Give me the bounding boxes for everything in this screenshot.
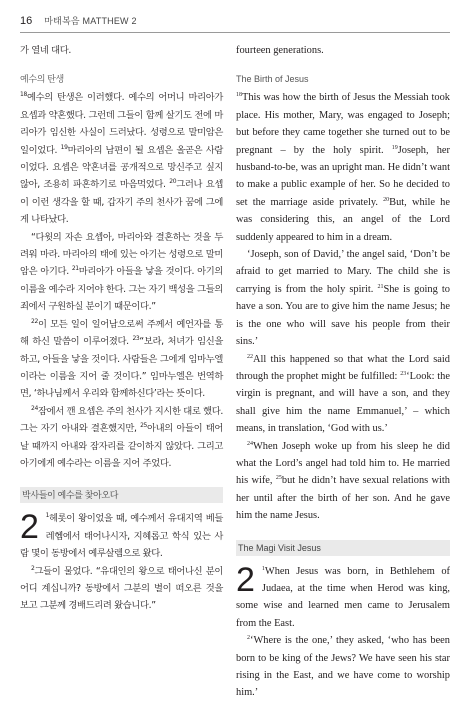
ko-verse-21-number: 21 [71, 265, 79, 273]
ko-verse-20-number: 20 [169, 178, 177, 186]
en-chapter-2-verse-2-number: 2 [247, 635, 250, 642]
ko-chapter-2-verse-2-number: 2 [31, 564, 35, 572]
ko-verse-22-number: 22 [31, 317, 38, 325]
en-verse-23-number: 23 [400, 370, 407, 377]
en-paragraph-18-20 [236, 89, 450, 246]
en-chapter-2-verse-1: When Jesus was born, in Bethlehem of Judaea, at the time when Herod was king, some wise and learned men came to Jerusalem from the East. [236, 565, 450, 629]
page-number: 16 [20, 15, 33, 27]
en-verse-20-quote: ‘Joseph, son of David,’ the angel said, ‘Don’t be afraid to get married to Mary. The child she is carrying is from the holy spirit. [236, 249, 450, 295]
ko-chapter-2-paragraph-1 [20, 510, 223, 562]
en-verse-25: but he didn’t have sexual relations with her until after the birth of her son. And he gave him the name Jesus. [236, 475, 450, 522]
ko-paragraph-22-23 [20, 316, 223, 403]
en-paragraph-24-25 [236, 438, 450, 525]
en-verse-24-number: 24 [247, 440, 253, 447]
en-carryover-line: fourteen generations. [236, 45, 324, 56]
en-verse-22: All this happened so that what the Lord said through the prophet might be fulfilled: [236, 353, 450, 382]
page-header [20, 14, 137, 30]
en-verse-24: When Joseph woke up from his sleep he did what the Lord’s angel had told him to. He married his wife, [236, 440, 450, 487]
running-head: 마태복음 MATTHEW 2 [44, 16, 137, 26]
ko-paragraph-angel-speech [20, 229, 223, 316]
en-paragraph-22-23 [236, 351, 450, 438]
en-section-heading-birth: The Birth of Jesus [236, 74, 309, 85]
ko-verse-21: 마리아가 아들을 낳을 것이다. 아기의 이름을 예수라 지어야 한다. 그는 자기 백성을 그들의 죄에서 구원하실 분이기 때문이다.” [20, 266, 223, 313]
ko-chapter-2-verse-1-number: 1 [45, 512, 50, 520]
english-column [236, 42, 450, 702]
ko-verse-19: 마리아의 남편이 될 요셉은 올곧은 사람이었다. 요셉은 약혼녀를 공개적으로 망신주고 싶지 않아, 조용히 파혼하기로 마음먹었다. [20, 144, 224, 191]
ko-paragraph-24-25 [20, 403, 223, 473]
ko-verse-24-number: 24 [31, 404, 38, 412]
header-rule [20, 32, 450, 33]
ko-verse-24: 잠에서 깬 요셉은 주의 천사가 지시한 대로 했다. 그는 자기 아내와 결혼했지만, [20, 405, 223, 435]
en-chapter-2-paragraph-2 [236, 632, 450, 702]
en-verse-23: ‘Look: the virgin is pregnant, and will have a son, and they shall give him the name Emmanuel,’ – which means, in translation, ‘God with us.’ [236, 370, 450, 435]
en-verse-21-number: 21 [377, 283, 384, 290]
ko-chapter-2-paragraph-2 [20, 563, 223, 615]
en-verse-21: She is going to have a son. You are to give him the name Jesus; he is the one who will save his people from their sins.’ [236, 283, 451, 348]
ko-chapter-2-verse-2: 그들이 물었다. “유대인의 왕으로 태어나신 분이 어디 계십니까? 동방에서 그분의 별이 떠오른 것을 보고 그분께 경배드리려 왔습니다.” [20, 565, 223, 612]
ko-verse-20: 그러나 요셉이 이런 생각을 할 때, 갑자기 주의 천사가 꿈에 그에게 나타났다. [20, 179, 223, 226]
en-verse-22-number: 22 [247, 353, 253, 360]
ko-verse-22: 이 모든 일이 일어남으로써 주께서 예언자를 통해 하신 말씀이 이루어졌다. [20, 318, 223, 348]
en-chapter-2-paragraph-1 [236, 560, 450, 633]
en-section-heading-magi: The Magi Visit Jesus [236, 540, 450, 556]
en-chapter-number: 2 [236, 560, 255, 599]
ko-verse-23-number: 23 [132, 335, 140, 343]
en-verse-20: But, while he was considering this, an angel of the Lord suddenly appeared to him in a dream. [236, 196, 450, 243]
en-verse-18: This was how the birth of Jesus the Messiah took place. His mother, Mary, was engaged to Joseph; but before they came together she turned out to be pregnant – by the holy spirit. [236, 92, 450, 156]
ko-verse-19-number: 19 [60, 143, 68, 151]
en-verse-20-number: 20 [383, 196, 390, 203]
en-chapter-2-verse-2: ‘Where is the one,’ they asked, ‘who has been born to be king of the Jews? We have seen his star rising in the East, and we have come to worship him.’ [236, 635, 450, 699]
ko-verse-25: 아내의 아들이 태어날 때까지 아내와 잠자리를 같이하지 않았다. 그리고 아기에게 예수라는 이름을 지어 주었다. [20, 423, 224, 469]
en-verse-18-number: 18 [236, 92, 242, 99]
ko-section-heading-magi: 박사들이 예수를 찾아오다 [20, 487, 223, 503]
ko-section-heading-birth: 예수의 탄생 [20, 74, 64, 85]
en-verse-19-number: 19 [391, 144, 398, 151]
ko-verse-25-number: 25 [140, 422, 148, 430]
ko-paragraph-18-20 [20, 89, 223, 228]
en-chapter-2-verse-1-number: 1 [261, 565, 265, 572]
ko-verse-23: “보라, 처녀가 임신을 하고, 아들을 낳을 것이다. 사람들은 그에게 임마누엘이라는 이름을 지어 줄 것이다.” 임마누엘은 번역하면, ‘하나님께서 우리와 함께하신다’라는 뜻이다. [20, 336, 223, 400]
korean-column [20, 42, 223, 615]
ko-verse-18: 예수의 탄생은 이러했다. 예수의 어머니 마리아가 요셉과 약혼했다. 그런데 그들이 함께 살기도 전에 마리아가 임신한 사실이 드러났다. 성령으로 말미암은 일이었다. [20, 92, 223, 156]
ko-chapter-2-verse-1: 헤롯이 왕이었을 때, 예수께서 유대지역 베들레헴에서 태어나시자, 지혜롭고 학식 있는 사람 몇이 동방에서 예루살렘으로 왔다. [20, 513, 223, 560]
ko-chapter-number: 2 [20, 508, 39, 547]
en-paragraph-angel-speech [236, 246, 450, 350]
ko-verse-18-number: 18 [20, 91, 27, 99]
ko-verse-20-quote: “다윗의 자손 요셉아, 마리아와 결혼하는 것을 두려워 마라. 마리아의 태에 있는 아기는 성령으로 말미암은 아기다. [20, 231, 223, 278]
ko-carryover-line: 가 열네 대다. [20, 45, 71, 56]
en-verse-19: Joseph, her husband-to-be, was an upright man. He didn’t want to make a public example of her. So he decided to set the marriage aside privately. [236, 144, 450, 208]
en-verse-25-number: 25 [275, 475, 282, 482]
